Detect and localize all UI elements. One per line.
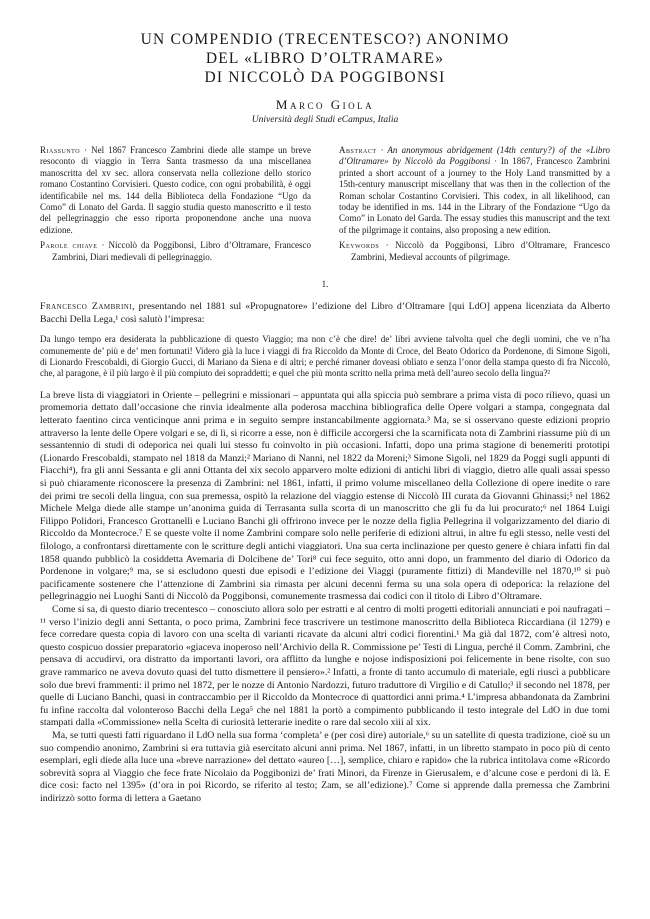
abstract-italian-body bbox=[40, 145, 311, 236]
body-paragraph-1 bbox=[40, 301, 610, 326]
body-lead-name: Francesco Zambrini bbox=[40, 301, 133, 313]
author-affiliation: Università degli Studi eCampus, Italia bbox=[251, 115, 399, 125]
keywords-english bbox=[339, 240, 610, 263]
title-line-3: DI NICCOLÒ DA POGGIBONSI bbox=[204, 69, 446, 86]
abstract-italian-label: Riassunto bbox=[40, 145, 81, 155]
keywords-italian-text: · Niccolò da Poggibonsi, Libro d’Oltramare, Francesco Zambrini, Diari medievali di pellegrinaggio. bbox=[52, 240, 311, 262]
abstract-english-text: · In 1867, Francesco Zambrini printed a short account of a journey to the Holy Land transmitted by a 15th-century manuscript miscellany that was then in the collection of the Roman scholar Costantino Corvisieri. This codex, in all likelihood, can today be identified in ms. 144 in the Library of the Fondazione “Ugo da Como” in Lonato del Garda. The essay studies this manuscript and the text of the pilgrimage it contains, also proposing a new edition. bbox=[339, 156, 611, 235]
author-name: Marco Giola bbox=[275, 97, 375, 112]
section-number: 1. bbox=[321, 279, 329, 290]
body-paragraph-4: Ma, se tutti questi fatti riguardano il LdO nella sua forma ‘completa’ e (per così dire) autoriale,⁶ su un satellite di questa tradizione, cioè su un suo compendio anonimo, Zambrini si era tuttavia già esercitato alcuni anni prima. Nel 1867, infatti, in un libretto stampato in poco più di cento esemplari, egli diede alla luce una «breve narrazione» del dettato «aureo […], semplice, chiaro e rapido» che la rubrica intitolava come «Ricordo sobrevità sopra al Viaggio che fece frate Nicolaio da Poggibonizi de’ frati Minori, da Firenze in Gierusalem, e d’alcune cose e perdoni di là. E dice così: facto nel 1395» (d’ora in poi Ricordo, se riferito al testo; Zam, se all’edizione).⁷ Come si apprende dalla premessa che Zambrini indirizzò sotto forma di lettera a Gaetano bbox=[40, 729, 610, 804]
title-line-1: UN COMPENDIO (TRECENTESCO?) ANONIMO bbox=[140, 31, 510, 48]
block-quote: Da lungo tempo era desiderata la pubblicazione di questo Viaggio; ma non c’è che dire! de’ libri avviene talvolta quel che degli uomini, che ve n’ha comunemente de’ più e de’ men fortunati! Videro già la luce i viaggi di fra Riccoldo da Monte di Croce, del Beato Odorico da Pordenone, di Simone Sigoli, di Lionardo Frescobaldi, di Giorgio Gucci, di Mariano da Siena e di altri; e perché rimaner doveasi obliato e senza l’onor della stampa questo di fra Niccolò, che, al paragone, è il più largo è il più compiuto dei sopraddetti; e quel che più monta scritto nella prima metà dell’aureo secolo della lingua?² bbox=[40, 334, 610, 379]
abstract-italian bbox=[40, 145, 311, 263]
abstracts bbox=[40, 145, 610, 263]
abstract-english-label: Abstract bbox=[339, 145, 377, 155]
keywords-english-label: Keywords bbox=[339, 240, 380, 251]
article-title bbox=[40, 30, 610, 87]
title-line-2: DEL «LIBRO D’OLTRAMARE» bbox=[205, 50, 445, 67]
keywords-english-text: · Niccolò da Poggibonsi, Libro d’Oltramare, Francesco Zambrini, Medieval accounts of pilgrimage. bbox=[351, 240, 610, 262]
abstract-english bbox=[339, 145, 610, 263]
body-paragraph-1-text: , presentando nel 1881 sul «Propugnatore» l’edizione del Libro d’Oltramare [qui LdO] appena licenziata da Alberto Bacchi Della Lega,¹ così salutò l’impresa: bbox=[40, 301, 610, 325]
article-body bbox=[40, 301, 610, 805]
keywords-italian-label: Parole chiave bbox=[40, 240, 98, 251]
abstract-english-lead: · An anonymous abridgement (14th century?) of the «Libro d’Oltramare» by Niccolò da Poggibonsi bbox=[339, 145, 610, 167]
body-paragraph-3: Come si sa, di questo diario trecentesco – conosciuto allora solo per estratti e al centro di molti progetti editoriali annunciati e poi naufragati –¹¹ verso l’inizio degli anni Settanta, o poco prima, Zambrini fece trascrivere un testimone manoscritto della Biblioteca Riccardiana (il 1279) e fece corredare questa copia di lavoro con una scelta di varianti ricavate da alcuni altri codici fiorentini.¹ Ma già dal 1872, com’è altresì noto, questo cospicuo dossier preparatorio «giaceva inoperoso nell’Archivio della R. Commissione pe’ Testi di Lingua, perché il Comm. Zambrini, che pensava di accudirvi, ora distratto da importanti lavori, ora afflitto da lunghe e nojose indisposizioni poi felicemente in bene risolte, con suo grave rammarico ne aveva dovuto quasi del tutto dismettere il pensiero».² Infatti, a fronte di tanto accumulo di materiale, egli riuscì a pubblicare solo due brevi frammenti: il primo nel 1872, per le nozze di Antonio Nardozzi, futuro traduttore di Virgilio e di Catullo;³ il secondo nel 1878, per quelle di Luciano Banchi, quasi in contraccambio per il Riccoldo da Montecroce di quattordici anni prima.⁴ L’impresa abbandonata da Zambrini fu infine raccolta dal volonteroso Bacchi della Lega⁵ che nel 1881 la portò a compimento pubblicando il testo integrale del LdO in due tomi stampati dalla «Commissione» nella Scelta di curiosità letterarie inedite o rare dal secolo xiii al xix. bbox=[40, 603, 610, 729]
keywords-italian bbox=[40, 240, 311, 263]
body-paragraph-2: La breve lista di viaggiatori in Oriente – pellegrini e missionari – appuntata qui alla spiccia può sembrare a prima vista di poco rilievo, quasi un promemoria dettato dall’occasione che rinvia idealmente alla poderosa macchina bibliografica delle Opere volgari a stampa, congegnata dal letterato faentino circa venticinque anni prima e in seguito sempre instancabilmente aggiornata.³ Ma, se si osservano queste edizioni proprio attraverso la lente delle Opere volgari e se, di lì, si ricorre a esse, non è difficile accorgersi che la scarnificata nota di Zambrini riassume più di un sessantennio di studi di odeporica nei quali lui stesso fu coinvolto in più occasioni. Infatti, dopo una prima stagione di benemeriti prototipi (Lionardo Frescobaldi, stampato nel 1818 da Manzi;² Mariano di Nanni, nel 1822 da Moreni;³ Simone Sigoli, nel 1829 da Poggi sugli appunti di Fiacchi⁴), fra gli anni Sessanta e gli anni Ottanta del xix secolo apparvero molte edizioni di antichi libri di viaggio, dietro alle quali assai spesso si può chiaramente riconoscere la presenza di Zambrini: nel 1861, infatti, il primo volume miscellaneo della Collezione di opere inedite o rare dei primi tre secoli della lingua, con sua premessa, ospitò la relazione del viaggio estense di Niccolò III curata da Giovanni Ghinassi;⁵ nel 1862 Michele Melga diede alle stampe un’anonima guida di Terrasanta sulla scorta di un manoscritto che gli fu da lui procurato;⁶ nel 1864 Luigi Filippo Polidori, Francesco Grottanelli e Luciano Banchi gli offrirono invece per le nozze della figlia Pellegrina il volgarizzamento del diario di Riccoldo da Montecroce.⁷ E se queste volte il nome Zambrini compare solo nelle periferie di edizioni altrui, in altre fu egli stesso, nelle vesti del filologo, a confrontarsi direttamente con le scritture degli antichi viaggiatori. Una sua certa inclinazione per questo genere è chiara infatti fin dal 1858 quando pubblicò la cosiddetta Avemaria di Dolcibene de’ Tori⁸ cui fece seguito, otto anni dopo, un frammento del diario di Odorico da Pordenone in volgare;⁹ ma, se si escludono questi due episodi e l’edizione dei Viaggi (puramente fittizi) di Mandeville nel 1870,¹⁰ si può pacificamente sostenere che l’attenzione di Zambrini sia rimasta per alcuni decenni ferma su una sola opera di odeporica: la relazione del pellegrinaggio nei Luoghi Santi di Niccolò da Poggibonsi, comunemente trasmessa dai codici con il titolo di Libro d’Oltramare. bbox=[40, 389, 610, 603]
abstract-italian-text: · Nel 1867 Francesco Zambrini diede alle stampe un breve resoconto di viaggio in Terra Santa trasmesso da una miscellanea manoscritta del xv sec. allora conservata nella collezione dello storico romano Costantino Corvisieri. Questo codice, con ogni probabilità, è oggi identificabile nel ms. 144 della Biblioteca della Fondazione “Ugo da Como” di Lonato del Garda. Il saggio studia questo manoscritto e il testo del pellegrinaggio che esso riporta proponendone anche una nuova edizione. bbox=[40, 145, 311, 235]
abstract-english-body bbox=[339, 145, 610, 236]
